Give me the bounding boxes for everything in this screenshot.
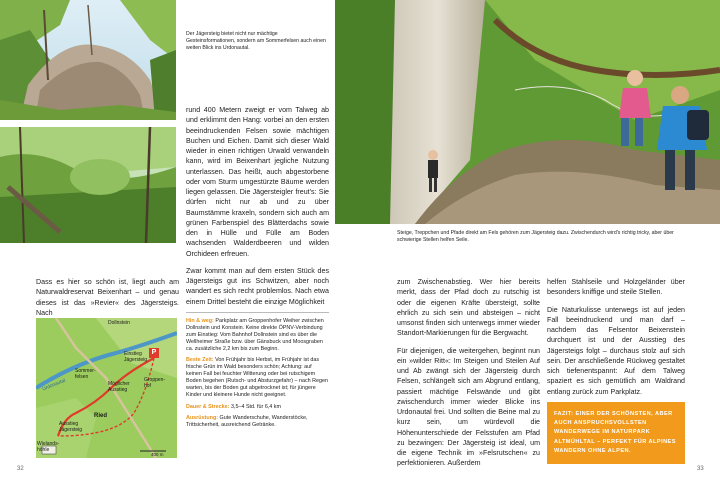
paragraph: Für diejenigen, die weitergehen, beginnt nun ein »wilder Ritt«: Im Steigen und Steilen Auf und Ab zwängt sich der Jägersteig durch Felsen, schlängelt sich am Abgrund entlang, passiert mächtige Felswände und gibt zwischendurch immer wieder Blicke ins Urdonautal frei. Und sollten die Beine mal zu kurz sein, um würdevoll die Höhenunterschiede der Felsstufen am Pfad zu bezwingen: Der Jägersteig ist ideal, um die eigene Technik im »Felsrutschen« zu perfektionieren. Außerdem <box>397 346 540 468</box>
route-map <box>36 318 177 458</box>
info-box <box>186 318 329 433</box>
info-text: Gute Wanderschuhe, Wanderstöcke, Trittsicherheit, ausreichend Getränke. <box>186 414 308 428</box>
map-label-urdonautal: Urdonautal <box>41 377 67 393</box>
forest-photo <box>0 127 176 243</box>
map-scale: 400 m <box>151 452 164 457</box>
info-text: Parkplatz am Groppenhofer Weiher zwischen Dollnstein und Konstein. Keine direkte ÖPNV-Verbindung zum Einstieg: Vom Bahnhof Dollnstein sind es über die Wellheimer Straße bzw. über Gänsbuck und Moosgraben ca. zusätzliche 2,2 km bis zum Beginn. <box>186 318 324 353</box>
paragraph: Zwar kommt man auf dem ersten Stück des Jägersteigs gut ins Schwitzen, aber noch wandert es sich recht problemlos. Nach etwa einem Drittel besteht die einzige Möglichkeit <box>186 266 329 306</box>
body-text-right-col2 <box>547 277 685 402</box>
info-heading: Dauer & Strecke: <box>186 403 230 410</box>
map-label-einstieg: Einstieg Jägersteig <box>124 351 148 363</box>
paragraph: helfen Stahlseile und Holzgeländer über besonders kniffige und steile Stellen. <box>547 278 685 297</box>
paragraph: rund 400 Metern zweigt er vom Talweg ab und erklimmt den Hang: vorbei an den ersten beeindruckenden Felsen sowie mächtigen Buchen und Eichen. Damit sich dieser Wald wieder in einen richtigen Urwald verwandeln kann, wird im Beixenhart jegliche Nutzung unterlassen. Das heißt, auch abgestorbene oder vom Sturm umgestürzte Bäume werden liegen gelassen. Die Jägersteigler freut's: Sie dürfen nicht nur ab und zu über Baumstämme kraxeln, sondern sich auch am grünen Farbenspiel des Blätterdachs sowie den in Hülle und Fülle am Boden wachsenden Walderdbeeren und wilden Orchideen erfreuen. <box>186 106 329 258</box>
photo-caption-top-right: Steige, Treppchen und Pfade direkt am Fels gehören zum Jägersteig dazu. Zwischendurch wird's richtig tricky, aber über schwierige Stellen helfen Seile. <box>397 230 674 244</box>
body-text-right-col1 <box>397 277 540 474</box>
page-number-left: 32 <box>17 466 24 472</box>
body-text-left-intro: Dass es hier so schön ist, liegt auch am Naturwaldreservat Beixenhart – und genau dieses ist das »Revier« des Jägersteigs. Nach <box>36 278 179 317</box>
info-item-duration <box>186 404 329 411</box>
map-label-groppenhof: Groppen- hof <box>144 377 166 389</box>
parking-marker: P <box>149 348 159 358</box>
info-item-access <box>186 318 329 353</box>
map-label-ausstieg: Ausstieg Jägersteig <box>59 421 83 433</box>
info-item-best-time <box>186 357 329 399</box>
body-text-left-upper <box>186 105 329 312</box>
paragraph: Die Naturkulisse unterwegs ist auf jeden Fall beeindruckend und man darf – nachdem das Felsentor Beixenstein durchquert ist und der Ausstieg des Jägersteigs folgt – durchaus stolz auf sich sein. Der anschließende Rückweg gestaltet sich tiefenentspannt: Auf dem Talweg spaziert es sich gemütlich am Waldrand entlang zurück zum Parkplatz. <box>547 305 685 396</box>
fazit-box: FAZIT: EINER DER SCHÖNSTEN, ABER AUCH ANSPRUCHSVOLLSTEN WANDERWEGE IM NATURPARK ALTMÜHLTAL – PERFEKT FÜR ALPINES WANDERN OHNE ALPEN. <box>547 402 685 464</box>
map-label-dollnstein: Dollnstein <box>108 320 130 326</box>
info-heading: Hin & weg: <box>186 318 214 324</box>
info-text: Von Frühjahr bis Herbst, im Frühjahr ist das frische Grün im Wald besonders schön; Achtung: auf keinen Fall bei feuchter Witterung oder bei rutschigem Boden begehen (Rutsch- und Absturzgefahr) – nach Regen warten, bis der Boden gut abgetrocknet ist; für jüngere Kinder und kleinere Hunde nicht geeignet. <box>186 357 329 399</box>
info-box-rule <box>186 312 329 313</box>
map-label-sommerfelsen: Sommer- felsen <box>75 368 96 380</box>
photo-caption-top-left: Der Jägersteig bietet nicht nur mächtige Gesteinsformationen, sondern am Sommerfelsen auch einen weiten Blick ins Urdonautal. <box>186 31 326 52</box>
paragraph: zum Zwischenabstieg. Wer hier bereits merkt, dass der Pfad doch zu rutschig ist oder die eigenen Kräfte übersteigt, sollte ehrlich zu sich sein und absteigen – nicht umsonst finden sich unterwegs immer wieder Standort-Markierungen für die Bergwacht. <box>397 278 540 338</box>
info-item-equipment <box>186 415 329 429</box>
map-label-wielandshoehle: Wielands- höhle <box>37 441 60 453</box>
map-label-ried: Ried <box>94 413 108 419</box>
info-heading: Beste Zeit: <box>186 357 214 364</box>
hikers-climbing-photo <box>335 0 720 224</box>
info-heading: Ausrüstung: <box>186 414 219 421</box>
page-number-right: 33 <box>697 466 704 472</box>
info-text: 3,5–4 Std. für 6,4 km <box>230 403 281 410</box>
map-label-moeglicher-ausstieg: Möglicher Ausstieg <box>108 381 130 393</box>
rock-outcrop-photo <box>0 0 176 120</box>
